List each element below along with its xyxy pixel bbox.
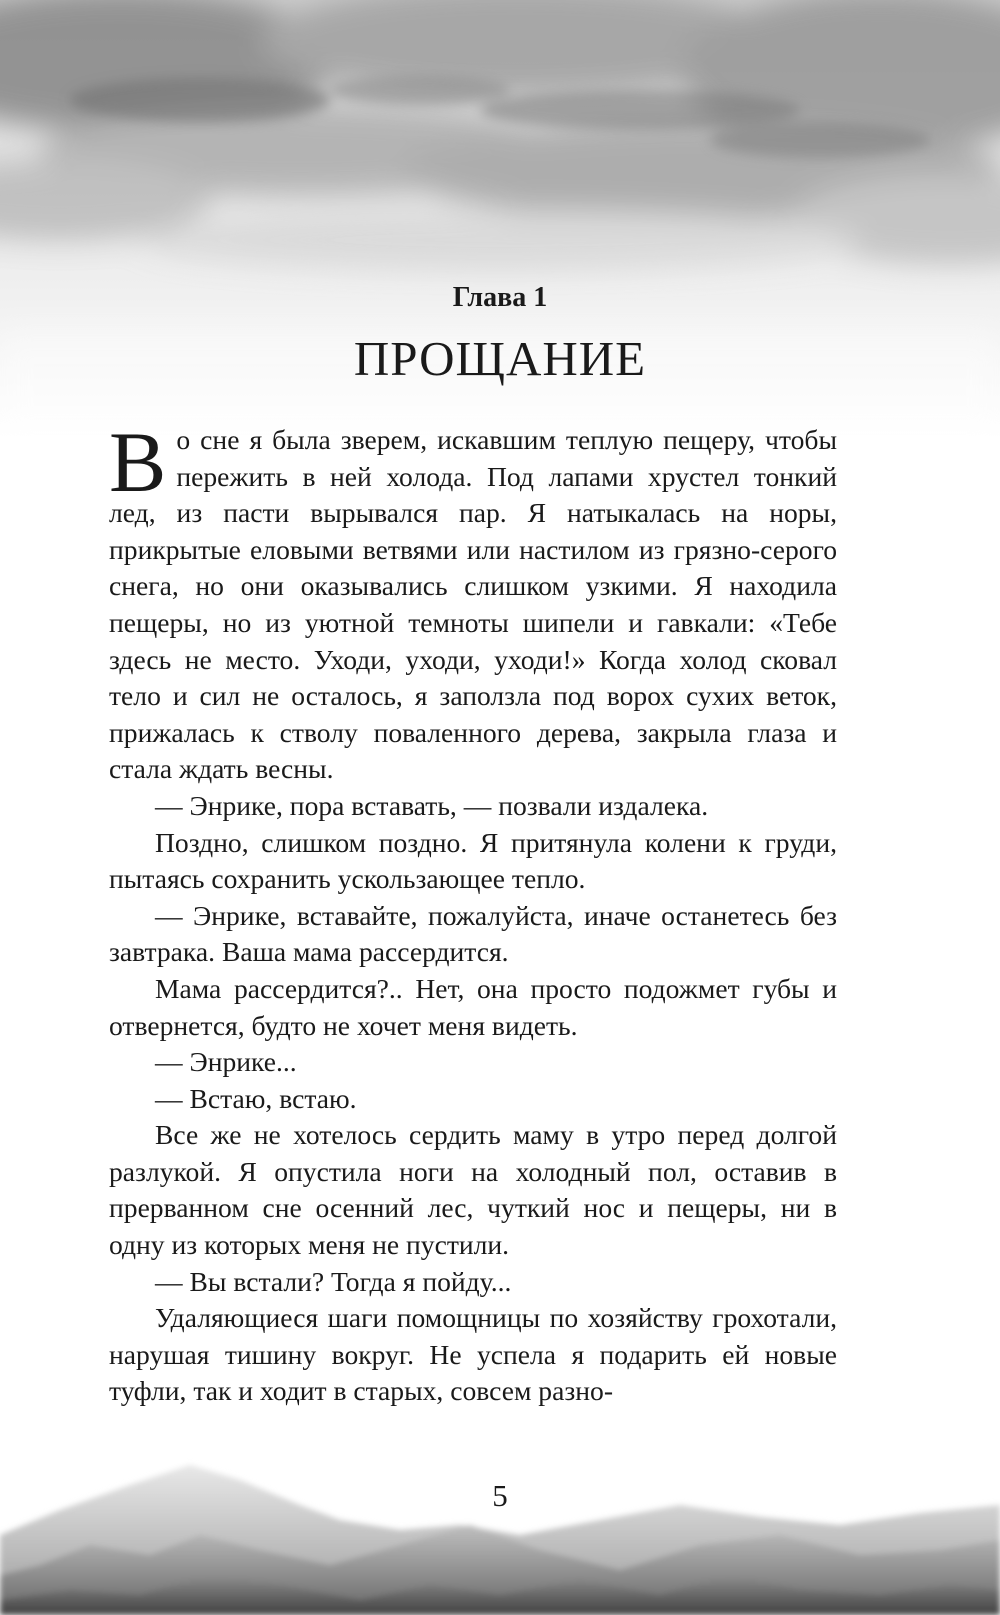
paragraph-3: Поздно, слишком поздно. Я притянула колени к груди, пытаясь сохранить ускользающее тепло. [109,826,837,895]
paragraph-2: — Энрике, пора вставать, — позвали издалека. [155,789,709,821]
paragraph-6: — Энрике... [155,1046,297,1078]
paragraph-1-text: о сне я была зверем, искавшим теплую пещеру, чтобы пережить в ней холода. Под лапами хрустел тонкий лед, из пасти вырывался пар. Я натыкалась на норы, прикрытые еловыми ветвями или настилом из грязно-серого снега, но они оказывались слишком узкими. Я находила пещеры, но из уютной темноты шипели и гавкали: «Тебе здесь не место. Уходи, уходи, уходи!» Когда холод сковал тело и сил не осталось, я заползла под ворох сухих веток, прижалась к стволу поваленного дерева, закрыла глаза и стала ждать весны. [109,424,837,785]
chapter-text [109,414,837,1410]
paragraph-10: Удаляющиеся шаги помощницы по хозяйству грохотали, нарушая тишину вокруг. Не успела я подарить ей новые туфли, так и ходит в старых, совсем разно- [109,1302,837,1407]
chapter-title: ПРОЩАНИЕ [353,331,647,386]
paragraph-1 [109,414,837,788]
paragraph-7: — Встаю, встаю. [155,1082,357,1114]
paragraph-5: Мама рассердится?.. Нет, она просто подожмет губы и отвернется, будто не хочет меня видеть. [109,972,837,1041]
drop-cap: В [109,414,167,510]
page-number: 5 [492,1478,508,1513]
paragraph-4: — Энрике, вставайте, пожалуйста, иначе останетесь без завтрака. Ваша мама рассердится. [109,899,837,968]
watercolor-mountains-illustration [0,1425,1000,1615]
chapter-label: Глава 1 [452,282,548,313]
paragraph-9: — Вы встали? Тогда я пойду... [155,1265,512,1297]
paragraph-8: Все же не хотелось сердить маму в утро перед долгой разлукой. Я опустила ноги на холодный пол, оставив в прерванном сне осенний лес, чуткий нос и пещеры, ни в одну из которых меня не пустили. [109,1119,837,1261]
